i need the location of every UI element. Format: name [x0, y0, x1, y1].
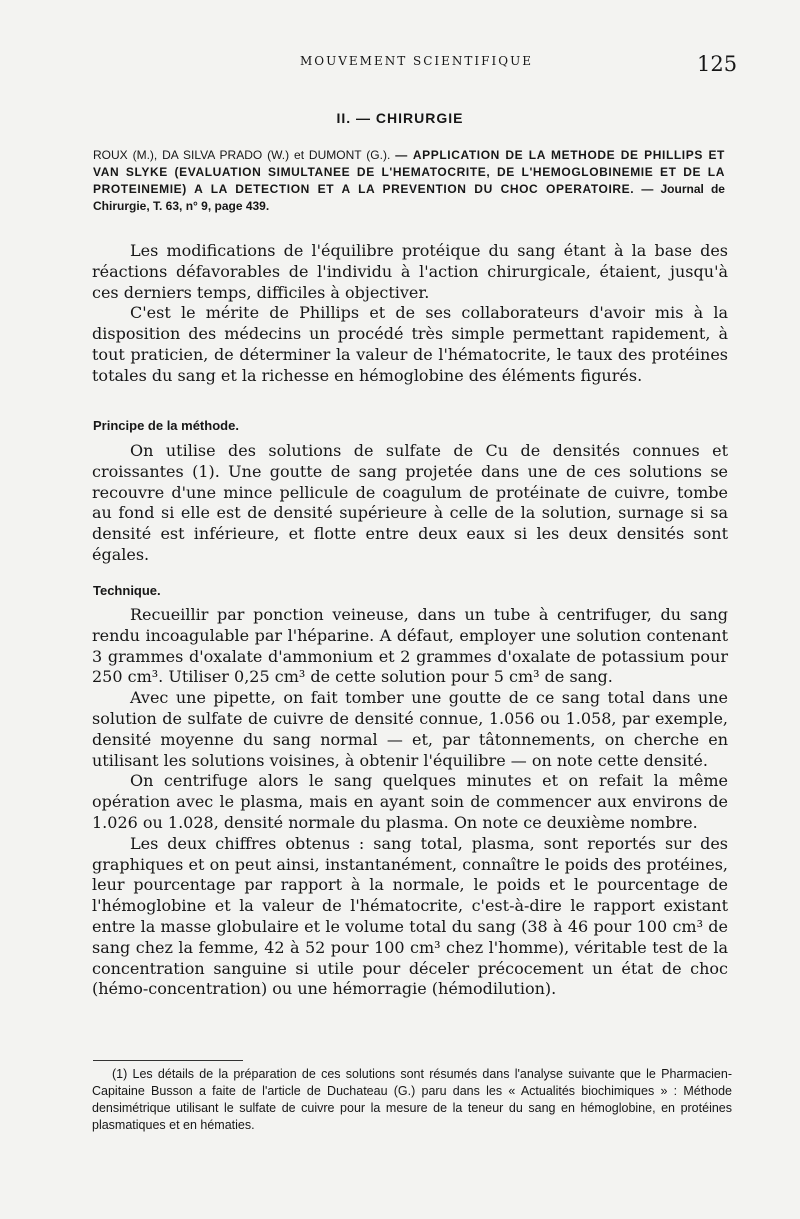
technique-heading: Technique. [93, 583, 161, 598]
reference-authors: ROUX (M.), DA SILVA PRADO (W.) et DUMONT (G.). [93, 148, 391, 162]
intro-paragraph: C'est le mérite de Phillips et de ses collaborateurs d'avoir mis à la disposition des médecins un procédé très simple permettant rapidement, à tout praticien, de déterminer la valeur de l'hématocrite, le taux des protéines totales du sang et la richesse en hémoglobine des éléments figurés. [92, 303, 728, 385]
footnote [92, 1066, 732, 1134]
principle-heading: Principe de la méthode. [93, 418, 239, 433]
running-head [0, 52, 800, 76]
footnote-text: (1) Les détails de la préparation de ces solutions sont résumés dans l'analyse suivante que le Pharmacien-Capitaine Busson a faite de l'article de Duchateau (G.) paru dans les « Actualités biochimiques » : Méthode densimétrique utilisant le sulfate de cuivre pour la mesure de la teneur du sang en hémoglobine, en protéines plasmatiques et en hématies. [92, 1067, 732, 1132]
intro-text [92, 241, 728, 387]
principle-paragraph: On utilise des solutions de sulfate de Cu de densités connues et croissantes (1). Une goutte de sang projetée dans une de ces solutions se recouvre d'une mince pellicule de coagulum de protéinate de cuivre, tombe au fond si elle est de densité supérieure à celle de la solution, surnage si sa densité est inférieure, et flotte entre deux eaux si les deux densités sont égales. [92, 441, 728, 564]
technique-paragraph: Les deux chiffres obtenus : sang total, plasma, sont reportés sur des graphiques et on peut ainsi, instantanément, connaître le poids des protéines, leur pourcentage par rapport à la normale, le poids et le pourcentage de l'hémoglobine et la valeur de l'hématocrite, c'est-à-dire le rapport existant entre la masse globulaire et le volume total du sang (38 à 46 pour 100 cm³ de sang chez la femme, 42 à 52 pour 100 cm³ chez l'homme), véritable test de la concentration sanguine si utile pour déceler précocement un état de choc (hémo-concentration) ou une hémorragie (hémodilution). [92, 833, 728, 999]
technique-text [92, 605, 728, 1000]
technique-paragraph: Recueillir par ponction veineuse, dans un tube à centrifuger, du sang rendu incoagulable par l'héparine. A défaut, employer une solution contenant 3 grammes d'oxalate d'ammonium et 2 grammes d'oxalate de potassium pour 250 cm³. Utiliser 0,25 cm³ de cette solution pour 5 cm³ de sang. [92, 605, 728, 687]
intro-paragraph: Les modifications de l'équilibre protéique du sang étant à la base des réactions défavorables de l'individu à l'action chirurgicale, étaient, jusqu'à ces derniers temps, difficiles à objectiver. [92, 241, 728, 302]
principle-text [92, 441, 728, 566]
reference-title: — APPLICATION DE LA METHODE DE PHILLIPS ET VAN SLYKE (EVALUATION SIMULTANEE DE L'HEMATOCRITE, DE L'HEMOGLOBINEMIE ET DE LA PROTEINEMIE) A LA DETECTION ET A LA PREVENTION DU CHOC OPERATOIRE. [93, 148, 725, 196]
section-heading: II. — CHIRURGIE [336, 110, 464, 126]
running-title: MOUVEMENT SCIENTIFIQUE [300, 54, 533, 68]
technique-paragraph: Avec une pipette, on fait tomber une goutte de ce sang total dans une solution de sulfate de cuivre de densité connue, 1.056 ou 1.058, par exemple, densité moyenne du sang normal — et, par tâtonnements, on cherche en utilisant les solutions voisines, à obtenir l'équilibre — on note cette densité. [92, 688, 728, 770]
footnote-divider [93, 1060, 243, 1061]
page-number: 125 [697, 52, 738, 76]
reference-journal: — Journal de Chirurgie, T. 63, n° 9, page 439. [93, 182, 725, 213]
technique-paragraph: On centrifuge alors le sang quelques minutes et on refait la même opération avec le plasma, mais en ayant soin de commencer aux environs de 1.026 ou 1.028, densité normale du plasma. On note ce deuxième nombre. [92, 771, 728, 832]
bibliographic-reference [93, 147, 725, 215]
